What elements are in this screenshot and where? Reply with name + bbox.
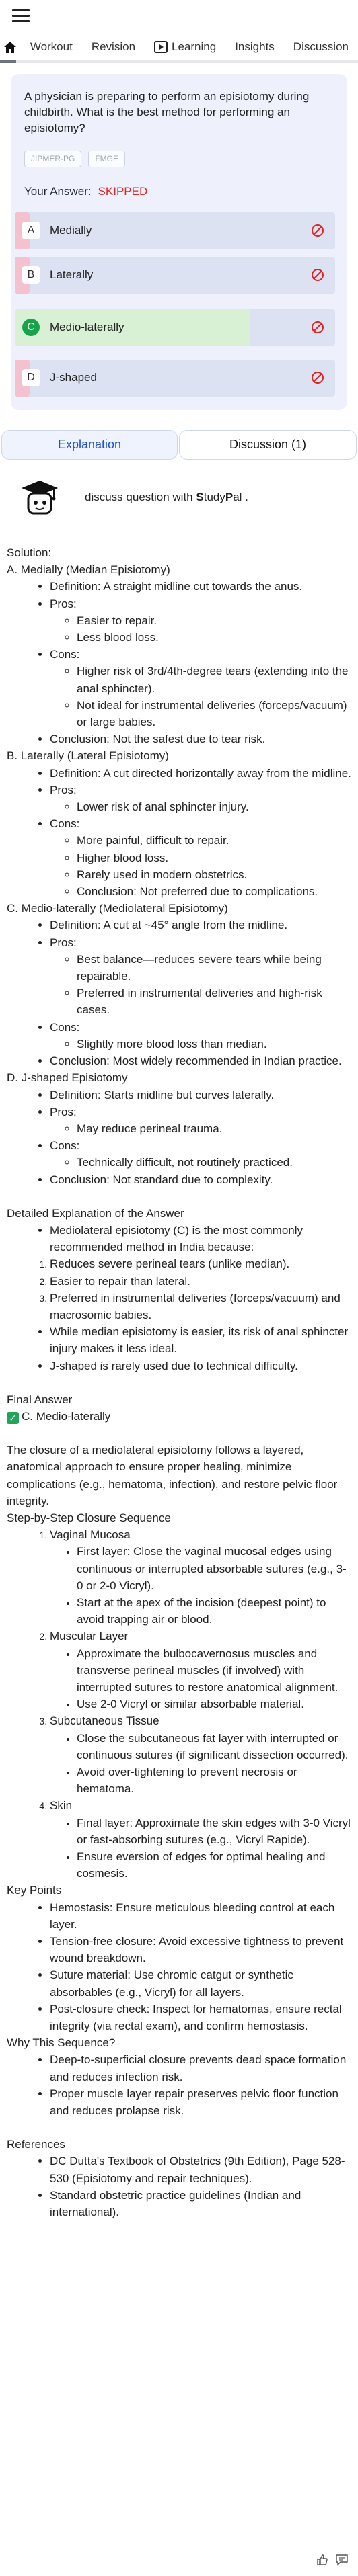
list-item: ◦ Easier to repair. xyxy=(77,612,351,629)
list xyxy=(7,917,351,1069)
sub-list xyxy=(50,798,351,815)
list-item-label: Pros: xyxy=(50,936,77,949)
list-item: 3. Preferred in instrumental deliveries (forceps/vacuum) and macrosomic babies. xyxy=(50,1290,351,1323)
brand-s: S xyxy=(196,490,204,503)
list-item: • Ensure eversion of edges for optimal healing and cosmesis. xyxy=(77,1848,351,1882)
option-b[interactable] xyxy=(15,257,335,294)
option-letter: B xyxy=(22,266,40,284)
step-title: Vaginal Mucosa xyxy=(50,1528,131,1542)
answer-status: SKIPPED xyxy=(98,185,148,198)
final-answer xyxy=(7,1408,351,1425)
sub-list xyxy=(50,1543,351,1628)
list xyxy=(7,1087,351,1188)
list xyxy=(7,2153,351,2220)
sub-list xyxy=(50,951,351,1019)
nav-workout-label: Workout xyxy=(30,40,73,53)
menu-icon[interactable] xyxy=(12,9,30,23)
feedback-icons xyxy=(316,2554,349,2566)
list xyxy=(7,578,351,747)
list-item: • Deep-to-superficial closure prevents dead space formation and reduces infection risk. xyxy=(50,2051,351,2085)
nav-workout[interactable] xyxy=(21,39,82,55)
option-c-heading: C. Medio-laterally (Mediolateral Episiotomy) xyxy=(7,902,228,915)
discuss-suffix: . xyxy=(242,490,248,503)
closure-paragraph: The closure of a mediolateral episiotomy follows a layered, anatomical approach to ensure proper healing, minimize complications (e.g., hematoma, infection), and restore pelvic floor integrity. xyxy=(7,1444,338,1507)
nav-insights[interactable] xyxy=(225,39,284,55)
top-navigation xyxy=(0,35,358,59)
list xyxy=(7,1222,351,1255)
list-item: ◦ May reduce perineal trauma. xyxy=(77,1120,351,1137)
option-a-heading: A. Medially (Median Episiotomy) xyxy=(7,563,170,577)
list-item: • Conclusion: Not the safest due to tear risk. xyxy=(50,731,351,747)
option-a[interactable] xyxy=(15,212,335,249)
list-item-label: Pros: xyxy=(50,783,77,796)
list-item: • Use 2-0 Vicryl or similar absorbable material. xyxy=(77,1696,351,1712)
list-item-label: Pros: xyxy=(50,1105,77,1118)
tab-explanation[interactable]: Explanation xyxy=(1,430,178,460)
wrong-icon xyxy=(311,224,324,237)
wrong-icon xyxy=(311,268,324,282)
key-points-heading: Key Points xyxy=(7,1884,62,1897)
option-text: J-shaped xyxy=(50,371,97,384)
list-item: ◦ More painful, difficult to repair. xyxy=(77,832,351,849)
tag-list xyxy=(24,151,334,167)
list-item: • Definition: A cut at ~45° angle from the midline. xyxy=(50,917,351,933)
list xyxy=(7,1899,351,2035)
list-item-label: Cons: xyxy=(50,1139,80,1153)
references-heading: References xyxy=(7,2138,65,2151)
step-title: Skin xyxy=(50,1799,73,1813)
discuss-text xyxy=(85,489,248,505)
option-letter: D xyxy=(22,369,40,386)
nav-revision-label: Revision xyxy=(91,40,136,53)
solution-body xyxy=(7,544,351,2220)
nav-learning[interactable] xyxy=(145,39,225,55)
sub-list xyxy=(50,832,351,900)
exam-tag: FMGE xyxy=(88,151,125,167)
list-item xyxy=(50,595,351,647)
list-item xyxy=(50,1628,351,1712)
sub-list xyxy=(50,663,351,731)
spacer xyxy=(7,1188,351,1205)
tab-discussion[interactable]: Discussion (1) xyxy=(179,430,357,460)
list-item-label: Cons: xyxy=(50,1020,80,1034)
list-item xyxy=(50,1526,351,1628)
list-item: ◦ Higher risk of 3rd/4th-degree tears (extending into the anal sphincter). xyxy=(77,663,351,696)
list xyxy=(7,2051,351,2119)
final-answer-text: C. Medio-laterally xyxy=(22,1409,111,1423)
brand-tudy: tudy xyxy=(203,490,225,503)
why-heading: Why This Sequence? xyxy=(7,2036,116,2050)
detail-heading: Detailed Explanation of the Answer xyxy=(7,1206,184,1220)
list-item: ◦ Conclusion: Not preferred due to complications. xyxy=(77,883,351,900)
list-item: • J-shaped is rarely used due to technical difficulty. xyxy=(50,1358,351,1374)
list-item: ◦ Technically difficult, not routinely practiced. xyxy=(77,1154,351,1171)
list-item: • Proper muscle layer repair preserves pelvic floor function and reduces prolapse risk. xyxy=(50,2085,351,2119)
list-item xyxy=(50,782,351,815)
list-item: ◦ Slightly more blood loss than median. xyxy=(77,1036,351,1052)
list-item xyxy=(50,1137,351,1171)
wrong-icon xyxy=(311,371,324,384)
nav-insights-label: Insights xyxy=(235,40,275,53)
list-item xyxy=(50,1712,351,1797)
play-icon xyxy=(154,41,168,53)
list-item: • Post-closure check: Inspect for hematomas, ensure rectal integrity (via rectal exam), and confirm hemostasis. xyxy=(50,2001,351,2034)
list-item: ◦ Best balance—reduces severe tears while being repairable. xyxy=(77,951,351,985)
sub-list xyxy=(50,1815,351,1882)
discuss-prefix: discuss question with xyxy=(85,490,196,503)
option-c[interactable] xyxy=(15,309,335,346)
list-item xyxy=(50,646,351,731)
list-item: • DC Dutta's Textbook of Obstetrics (9th Edition), Page 528-530 (Episiotomy and repair techniques). xyxy=(50,2153,351,2186)
discuss-with-studypal[interactable] xyxy=(19,477,328,517)
list-item: ◦ Less blood loss. xyxy=(77,629,351,646)
question-text: A physician is preparing to perform an episiotomy during childbirth. What is the best method for performing an episiotomy? xyxy=(24,90,310,134)
nav-discussion-label: Discussion xyxy=(293,40,349,53)
option-text: Laterally xyxy=(50,268,94,281)
steps-heading: Step-by-Step Closure Sequence xyxy=(7,1511,171,1524)
option-text: Medially xyxy=(50,224,92,237)
list-item xyxy=(50,1797,351,1882)
numbered-list xyxy=(7,1255,351,1323)
list-item: • Conclusion: Not standard due to complexity. xyxy=(50,1171,351,1188)
step-title: Muscular Layer xyxy=(50,1630,129,1643)
nav-revision[interactable] xyxy=(82,39,145,55)
list-item: • Start at the apex of the incision (deepest point) to avoid trapping air or blood. xyxy=(77,1594,351,1628)
list-item: • Final layer: Approximate the skin edges with 3-0 Vicryl or fast-absorbing sutures (e.g., Vicryl Rapide). xyxy=(77,1815,351,1848)
list-item: ◦ Not ideal for instrumental deliveries (forceps/vacuum) or large babies. xyxy=(77,697,351,731)
explanation-tabs xyxy=(0,430,358,460)
your-answer xyxy=(24,183,334,200)
sub-list xyxy=(50,1120,351,1137)
home-icon[interactable] xyxy=(0,41,21,54)
list-item: 2. Easier to repair than lateral. xyxy=(50,1273,351,1290)
sub-list xyxy=(50,1730,351,1798)
step-title: Subcutaneous Tissue xyxy=(50,1714,159,1728)
spacer xyxy=(7,1425,351,1442)
list-item: • Tension-free closure: Avoid excessive tightness to prevent wound breakdown. xyxy=(50,1933,351,1966)
graduation-cap-mascot-icon xyxy=(19,479,61,516)
thumbs-up-icon[interactable] xyxy=(316,2554,328,2566)
list-item: • Definition: A cut directed horizontally away from the midline. xyxy=(50,765,351,782)
list-item: ◦ Rarely used in modern obstetrics. xyxy=(77,866,351,883)
list xyxy=(7,765,351,901)
list-item xyxy=(50,815,351,900)
spacer xyxy=(7,1374,351,1391)
final-answer-heading: Final Answer xyxy=(7,1393,73,1406)
option-d[interactable] xyxy=(15,360,335,397)
option-d-heading: D. J-shaped Episiotomy xyxy=(7,1071,128,1085)
list-item xyxy=(50,1019,351,1052)
list-item-label: Cons: xyxy=(50,817,80,831)
brand-al: al xyxy=(233,490,242,503)
list-item-label: Cons: xyxy=(50,648,80,661)
list-item: ◦ Higher blood loss. xyxy=(77,849,351,866)
list-item: • Mediolateral episiotomy (C) is the most commonly recommended method in India because: xyxy=(50,1222,351,1255)
list-item: • Approximate the bulbocavernosus muscles and transverse perineal muscles (if involved) with interrupted sutures to restore anatomical alignment. xyxy=(77,1645,351,1696)
sub-list xyxy=(50,1154,351,1171)
list-item: • Suture material: Use chromic catgut or synthetic absorbables (e.g., Vicryl) for all layers. xyxy=(50,1966,351,2000)
comment-icon[interactable] xyxy=(335,2554,349,2566)
list-item xyxy=(50,934,351,1019)
list-item: • First layer: Close the vaginal mucosal edges using continuous or interrupted absorbable sutures (e.g., 3-0 or 2-0 Vicryl). xyxy=(77,1543,351,1594)
list-item: • Avoid over-tightening to prevent necrosis or hematoma. xyxy=(77,1763,351,1797)
option-letter: C xyxy=(22,319,40,336)
nav-learning-label: Learning xyxy=(172,40,217,53)
brand-p: P xyxy=(225,490,234,503)
list-item: • Conclusion: Most widely recommended in Indian practice. xyxy=(50,1052,351,1069)
option-letter: A xyxy=(22,222,40,239)
answer-label: Your Answer: xyxy=(24,185,92,198)
numbered-list xyxy=(7,1526,351,1882)
solution-heading: Solution: xyxy=(7,546,52,559)
list xyxy=(7,1323,351,1374)
nav-discussion[interactable] xyxy=(284,39,358,55)
list-item: • Definition: A straight midline cut towards the anus. xyxy=(50,578,351,595)
list-item-label: Pros: xyxy=(50,597,77,610)
list-item: ◦ Lower risk of anal sphincter injury. xyxy=(77,798,351,815)
list-item: • Standard obstetric practice guidelines (Indian and international). xyxy=(50,2187,351,2220)
nav-scrollbar[interactable] xyxy=(0,60,358,63)
wrong-icon xyxy=(311,321,324,334)
list-item: • While median episiotomy is easier, its risk of anal sphincter injury makes it less ideal. xyxy=(50,1323,351,1357)
list-item: ◦ Preferred in instrumental deliveries and high-risk cases. xyxy=(77,985,351,1018)
list-item xyxy=(50,1104,351,1137)
exam-tag: JIPMER-PG xyxy=(24,151,81,167)
list-item: • Hemostasis: Ensure meticulous bleeding control at each layer. xyxy=(50,1899,351,1933)
list-item: • Definition: Starts midline but curves laterally. xyxy=(50,1087,351,1104)
spacer xyxy=(7,2119,351,2136)
option-text: Medio-laterally xyxy=(50,321,124,333)
list-item: 1. Reduces severe perineal tears (unlike median). xyxy=(50,1255,351,1272)
checkmark-icon: ✓ xyxy=(7,1412,19,1424)
sub-list xyxy=(50,1036,351,1052)
sub-list xyxy=(50,612,351,646)
list-item: • Close the subcutaneous fat layer with interrupted or continuous sutures (if significant dissection occurred). xyxy=(77,1730,351,1763)
sub-list xyxy=(50,1645,351,1713)
option-b-heading: B. Laterally (Lateral Episiotomy) xyxy=(7,749,169,763)
